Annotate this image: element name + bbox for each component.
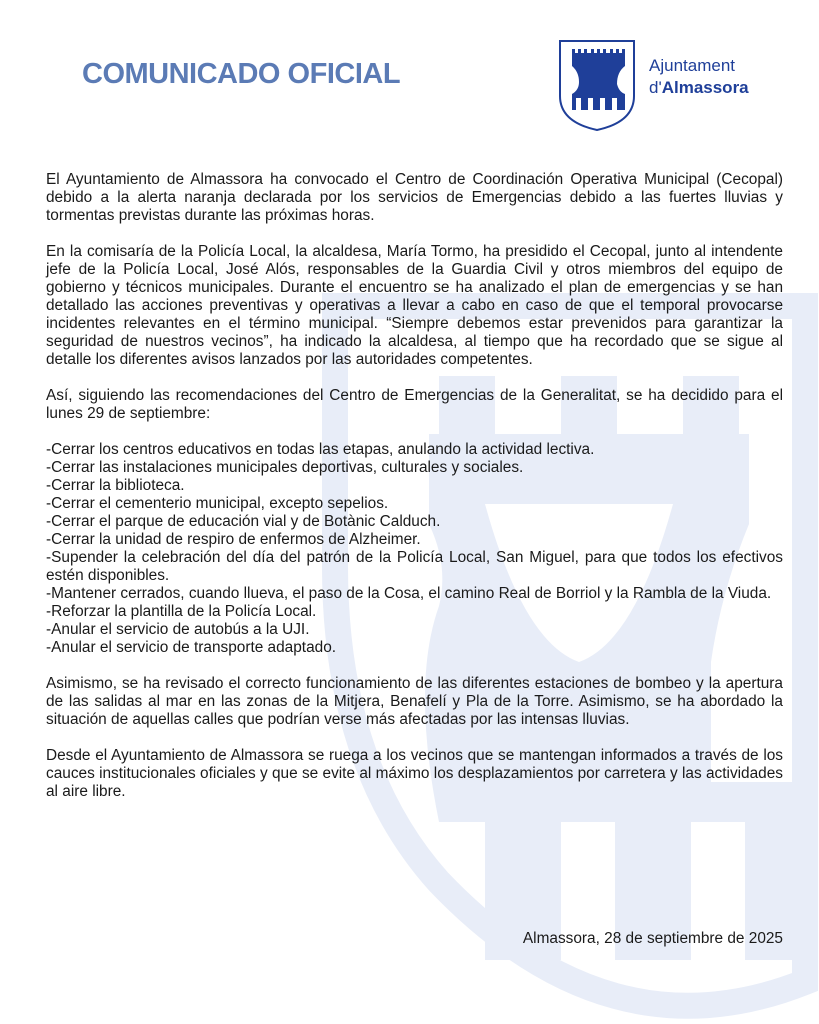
list-item: -Supender la celebración del día del patrón de la Policía Local, San Miguel, para que todos los efectivos estén disponibles. <box>46 549 783 584</box>
header <box>0 0 819 150</box>
list-item: -Cerrar la unidad de respiro de enfermos de Alzheimer. <box>46 531 421 548</box>
date-line: Almassora, 28 de septiembre de 2025 <box>522 930 783 947</box>
list-item: -Cerrar el cementerio municipal, excepto sepelios. <box>46 495 389 512</box>
castle-shield-icon <box>557 38 637 132</box>
logo-text-line1: Ajuntament <box>649 56 735 75</box>
list-item: -Anular el servicio de autobús a la UJI. <box>46 621 310 638</box>
list-item: -Anular el servicio de transporte adaptado. <box>46 639 337 656</box>
logo-prefix: d' <box>649 78 662 97</box>
list-item: -Cerrar los centros educativos en todas las etapas, anulando la actividad lectiva. <box>46 441 595 458</box>
list-item: -Cerrar la biblioteca. <box>46 477 185 494</box>
paragraph-pumping-stations: Asimismo, se ha revisado el correcto funcionamiento de las diferentes estaciones de bombeo y la apertura de las salidas al mar en las zonas de la Mitjera, Benafelí y Pla de la Torre. Asimismo, se ha abordado la situación de aquellas calles que podrían verse más afectadas por las intensas lluvias. <box>46 675 783 728</box>
ajuntament-logo <box>557 38 787 138</box>
measures-list <box>46 441 783 657</box>
paragraph-decision: Así, siguiendo las recomendaciones del Centro de Emergencias de la Generalitat, se ha decidido para el lunes 29 de septiembre: <box>46 387 783 422</box>
list-item: -Reforzar la plantilla de la Policía Local. <box>46 603 317 620</box>
paragraph-recommendation: Desde el Ayuntamiento de Almassora se ruega a los vecinos que se mantengan informados a través de los cauces institucionales oficiales y que se evite al máximo los desplazamientos por carretera y las actividades al aire libre. <box>46 747 783 800</box>
logo-text-line2 <box>649 78 749 98</box>
statement-body <box>46 171 783 819</box>
page-title: COMUNICADO OFICIAL <box>82 58 401 90</box>
logo-town-name: Almassora <box>661 78 749 97</box>
paragraph-intro: El Ayuntamiento de Almassora ha convocado el Centro de Coordinación Operativa Municipal (Cecopal) debido a la alerta naranja declarada por los servicios de Emergencias debido a las fuertes lluvias y tormentas previstas durante las próximas horas. <box>46 171 783 224</box>
list-item: -Cerrar el parque de educación vial y de Botànic Calduch. <box>46 513 441 530</box>
paragraph-cecopal-meeting: En la comisaría de la Policía Local, la alcaldesa, María Tormo, ha presidido el Cecopal, junto al intendente jefe de la Policía Local, José Alós, responsables de la Guardia Civil y otros miembros del equipo de gobierno y técnicos municipales. Durante el encuentro se ha analizado el plan de emergencias y se han detallado las acciones preventivas y operativas a llevar a cabo en caso de que el temporal provocarse incidentes relevantes en el término municipal. “Siempre debemos estar prevenidos para garantizar la seguridad de nuestros vecinos”, ha indicado la alcaldesa, al tiempo que ha recordado que se sigue al detalle los diferentes avisos lanzados por las autoridades competentes. <box>46 243 783 368</box>
list-item: -Mantener cerrados, cuando llueva, el paso de la Cosa, el camino Real de Borriol y la Rambla de la Viuda. <box>46 585 772 602</box>
list-item: -Cerrar las instalaciones municipales deportivas, culturales y sociales. <box>46 459 524 476</box>
